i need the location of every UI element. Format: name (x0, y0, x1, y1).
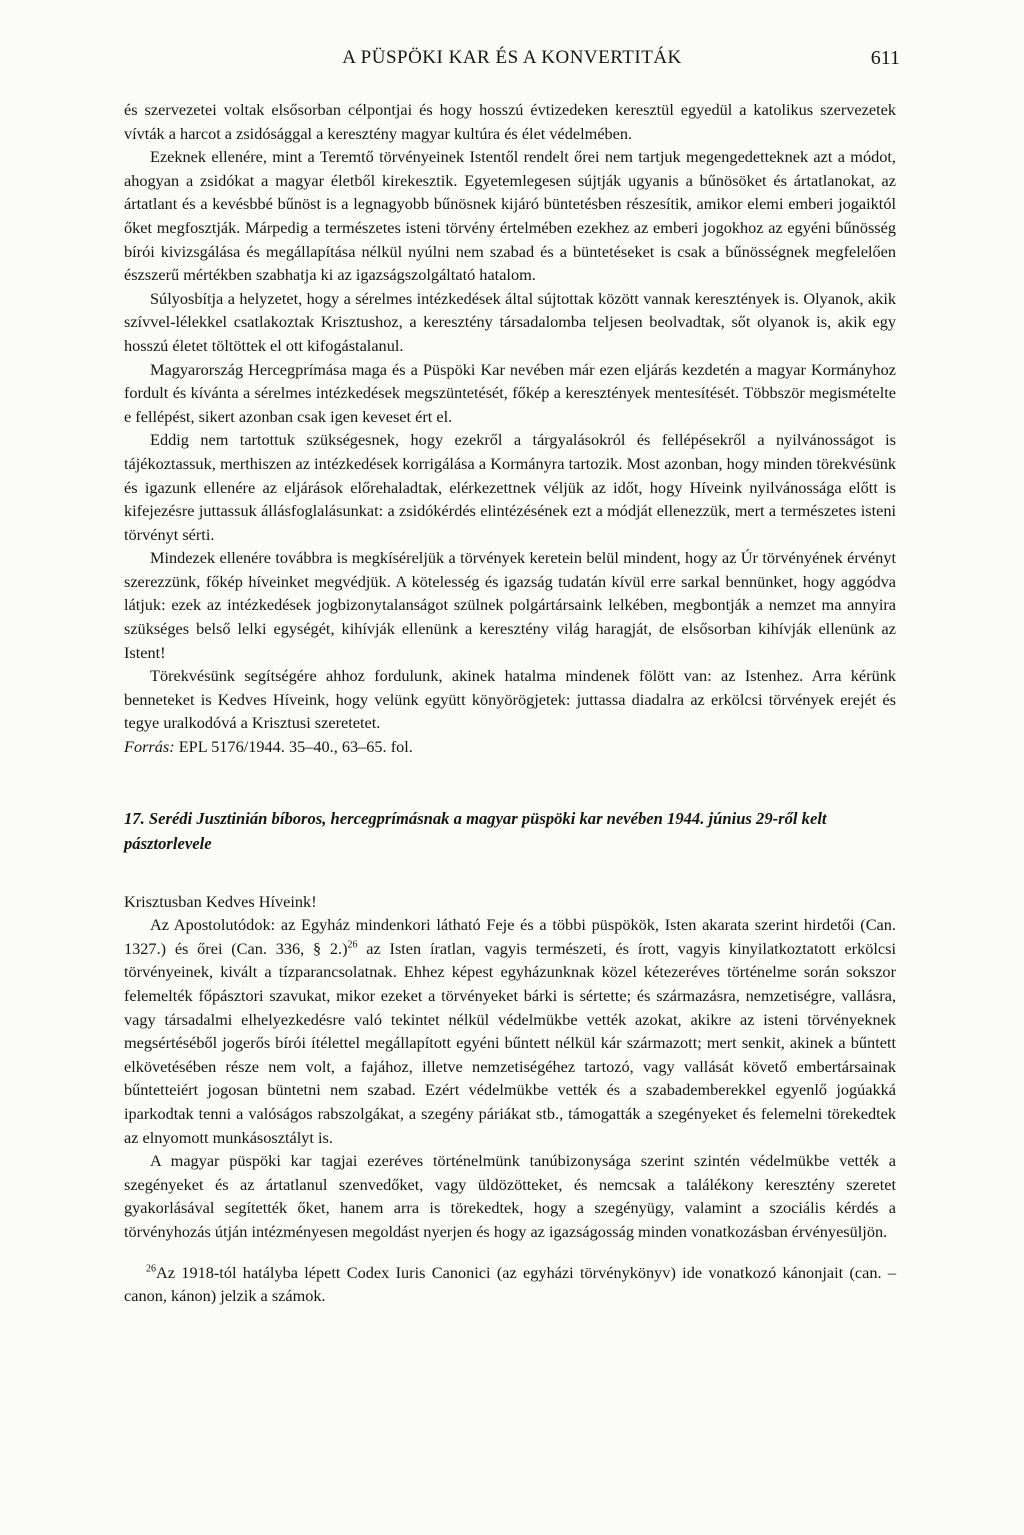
footnote (124, 1261, 896, 1308)
document-heading: 17. Serédi Jusztinián bíboros, hercegprímásnak a magyar püspöki kar nevében 1944. június 29-ről kelt pásztorlevele (124, 808, 827, 853)
paragraph: Magyarország Hercegprímása maga és a Püspöki Kar nevében már ezen eljárás kezdetén a magyar Kormányhoz fordult és kívánta a sérelmes intézkedések megszüntetését, főkép a keresztények mentesítését. Többször megismételte e fellépést, sikert azonban csak igen keveset ért el. (124, 359, 896, 426)
salutation: Krisztusban Kedves Híveink! (124, 891, 317, 911)
paragraph: Súlyosbítja a helyzetet, hogy a sérelmes intézkedések által sújtottak között vannak keresztények is. Olyanok, akik szívvel-lélekkel csatlakoztak Krisztushoz, a keresztény társadalomba teljesen beolvadtak, sőt olyanok is, akik egy hosszú életet töltöttek el ott kifogástalanul. (124, 288, 896, 355)
paragraph-text: Az Apostolutódok: az Egyház mindenkori látható Feje és a többi püspökök, Isten akarata szerint hirdetői (Can. 1327.) és őrei (Can. 336, § 2.) (124, 915, 896, 958)
paragraph-text: az Isten íratlan, vagyis természeti, és írott, vagyis kinyilatkoztatott erkölcsi törvényeinek, kivált a tízparancsolatnak. Ehhez képest egyházunknak közel kétezeréves történelme során sokszor felemelték főpásztori szavukat, mikor ezeket a törvényeket bárki is sértette; és származásra, nemzetiségre, vallásra, vagy társadalmi elhelyezkedésre való tekintet nélkül védelmükbe vették azokat, akikre az isteni törvényeknek megsértéséből jogerős bírói ítélettel megállapított egyéni bűntett nélkül kár származott; mert senkit, akinek a bűntett elkövetésében része nem volt, a fajához, illetve nemzetiségéhez tartozó, vagy vallását követő embertársainak bűntetteiért jogosan büntetni nem szabad. Ezért védelmükbe vették és a szabademberekkel egyenlő jogúakká iparkodtak tenni a valóságos rabszolgákat, a szegény páriákat stb., támogatták a szegényeket és felemelni törekedtek az elnyomott munkásosztályt is. (124, 938, 896, 1147)
paragraph: Ezeknek ellenére, mint a Teremtő törvényeinek Istentől rendelt őrei nem tartjuk megengedetteknek azt a módot, ahogyan a zsidókat a magyar életből kirekesztik. Egyetemlegesen sújtják ugyanis a bűnösöket és ártatlanokat, az ártatlant és a kevésbbé bűnöst is a legnagyobb bűnösnek kijáró büntetésben részesítik, amikor elemi emberi jogaiktól őket megfosztják. Márpedig a természetes isteni törvény értelmében ezekhez az emberi jogokhoz az egyéni bűnösség bírói kivizsgálása és megállapítása nélkül nyúlni nem szabad és a büntetéseket is csak a bűnösségnek megfelelően észszerű mértékben szabhatja ki az igazságszolgáltató hatalom. (124, 147, 896, 285)
page-number: 611 (870, 47, 900, 69)
paragraph: Törekvésünk segítségére ahhoz fordulunk, akinek hatalma mindenek fölött van: az Istenhez. Arra kérünk benneteket is Kedves Híveink, hogy velünk együtt könyörögjetek: juttassa diadalra az erkölcsi törvények erejét és tegye uralkodóvá a Krisztusi szeretetet. (124, 666, 896, 733)
paragraph-continued: és szervezetei voltak elsősorban célpontjai és hogy hosszú évtizedeken keresztül egyedül a katolikus szervezetek vívták a harcot a zsidósággal a keresztény magyar kultúra és élet védelmében. (124, 100, 896, 143)
paragraph (124, 913, 896, 1149)
page-body (124, 98, 896, 1308)
running-header (124, 47, 900, 75)
source-label: Forrás: (124, 737, 175, 757)
footnote-marker: 26 (146, 1263, 156, 1275)
footnote-body (124, 1261, 896, 1308)
footnote-reference: 26 (347, 939, 358, 951)
paragraph: A magyar püspöki kar tagjai ezeréves történelmünk tanúbizonysága szerint szintén védelmükbe vették a szegényeket és az ártatlanul szenvedőket, vagy üldözötteket, és nemcsak a találékony keresztény szeretet gyakorlásával segítették őket, hanem arra is törekedtek, hogy a szegényügy, valamint a szociális kérdés a törvényhozás útján intézményesen megoldást nyerjen és hogy az igazságosság minden vonatkozásban érvényesüljön. (124, 1151, 896, 1241)
running-title: A PÜSPÖKI KAR ÉS A KONVERTITÁK (342, 47, 682, 68)
paragraph: Eddig nem tartottuk szükségesnek, hogy ezekről a tárgyalásokról és fellépésekről a nyilvánosságot is tájékoztassuk, merthiszen az intézkedések korrigálása a Kormányra tartozik. Most azonban, hogy minden törekvésünk és igazunk ellenére az eljárások előrehaladtak, elérkezettnek véljük az időt, hogy Híveink nyilvánossága előtt is kifejezésre juttassuk állásfoglalásunkat: a zsidókérdés elintézésének ezt a módját ellenezzük, mert a természetes isteni törvényt sérti. (124, 430, 896, 544)
source-text: EPL 5176/1944. 35–40., 63–65. fol. (174, 737, 413, 757)
footnote-text: Az 1918-tól hatályba lépett Codex Iuris Canonici (az egyházi törvénykönyv) ide vonatkozó kánonjait (can. – canon, kánon) jelzik a számok. (124, 1262, 896, 1306)
source-citation (124, 735, 896, 759)
paragraph: Mindezek ellenére továbbra is megkíséreljük a törvények keretein belül mindent, hogy az Úr törvényének érvényt szerezzünk, főkép híveinket megvédjük. A kötelesség és igazság tudatán kívül erre sarkal bennünket, hogy aggódva látjuk: ezek az intézkedések jogbizonytalanságot szülnek polgártársaink lelkében, megbontják a nemzet ma annyira szükséges belső lelki egységét, kihívják ellenünk a keresztény világ haragját, de elsősorban kihívják ellenünk az Istent! (124, 548, 896, 662)
